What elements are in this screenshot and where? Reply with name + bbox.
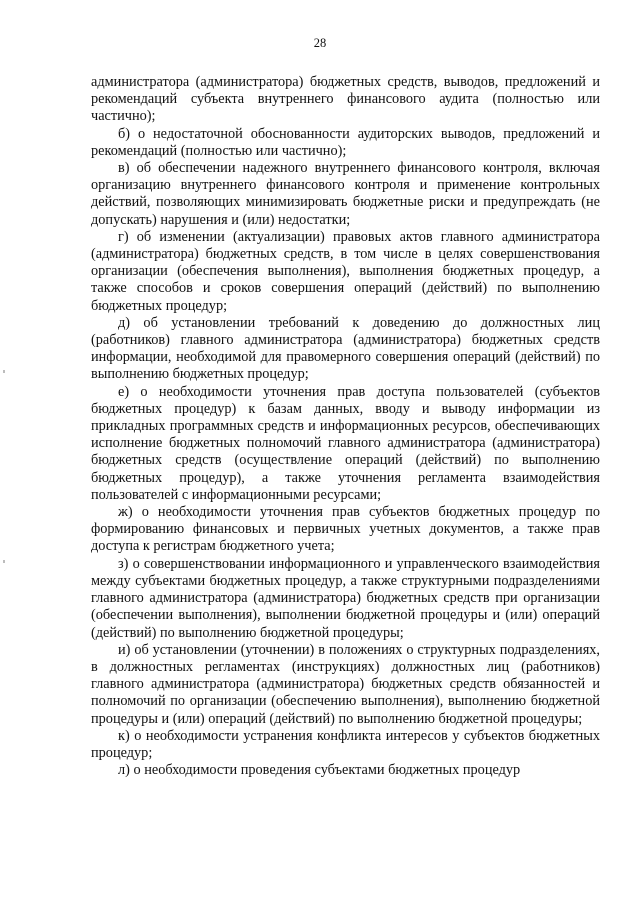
document-body <box>91 74 600 779</box>
paragraph-l: л) о необходимости проведения субъектами бюджетных процедур <box>118 762 521 779</box>
paragraph-zh: ж) о необходимости уточнения прав субъектов бюджетных процедур по формированию финансовых и первичных учетных документов, а также прав доступа к регистрам бюджетного учета; <box>91 504 600 555</box>
paragraph-b: б) о недостаточной обоснованности аудиторских выводов, предложений и рекомендаций (полностью или частично); <box>91 125 600 159</box>
page-number: 28 <box>313 36 327 50</box>
paragraph-g: г) об изменении (актуализации) правовых актов главного администратора (администратора) бюджетных средств, в том числе в целях совершенствования организации (обеспечения выполнения), выполнения бюджетных процедур, а также способов и сроков совершения операций (действий) по выполнению бюджетных процедур; <box>91 228 600 314</box>
paragraph-z: з) о совершенствовании информационного и управленческого взаимодействия между субъектами бюджетных процедур, а также структурными подразделениями главного администратора (администратора) бюджетных средств при организации (обеспечении выполнения), выполнении бюджетной процедуры и (или) операций (действий) по выполнению бюджетной процедуры; <box>91 555 600 641</box>
paragraph-d: д) об установлении требований к доведению до должностных лиц (работников) главного администратора (администратора) бюджетных средств информации, необходимой для правомерного совершения операций (действий) по выполнению бюджетных процедур; <box>91 314 600 383</box>
scan-artifact <box>3 560 5 563</box>
paragraph-e: е) о необходимости уточнения прав доступа пользователей (субъектов бюджетных процедур) к базам данных, вводу и выводу информации из прикладных программных средств и информационных ресурсов, обеспечивающих исполнение бюджетных полномочий главного администратора (администратора) бюджетных средств (осуществление операций (действий) по выполнению бюджетных процедур), а также уточнения регламента взаимодействия пользователей с информационными ресурсами; <box>91 383 600 503</box>
paragraph-k: к) о необходимости устранения конфликта интересов у субъектов бюджетных процедур; <box>91 727 600 761</box>
paragraph-v: в) об обеспечении надежного внутреннего финансового контроля, включая организацию внутреннего финансового контроля и применение контрольных действий, позволяющих минимизировать бюджетные риски и предупреждать (не допускать) нарушения и (или) недостатки; <box>91 160 600 228</box>
scan-artifact <box>3 370 5 373</box>
paragraph-continuation: администратора (администратора) бюджетных средств, выводов, предложений и рекомендаций субъекта внутреннего финансового аудита (полностью или частично); <box>91 74 600 125</box>
paragraph-i: и) об установлении (уточнении) в положениях о структурных подразделениях, в должностных регламентах (инструкциях) должностных лиц (работников) главного администратора (администратора) бюджетных средств обязанностей и полномочий по организации (обеспечению выполнения), выполнению бюджетной процедуры и (или) операций (действий) по выполнению бюджетной процедуры; <box>91 641 600 727</box>
